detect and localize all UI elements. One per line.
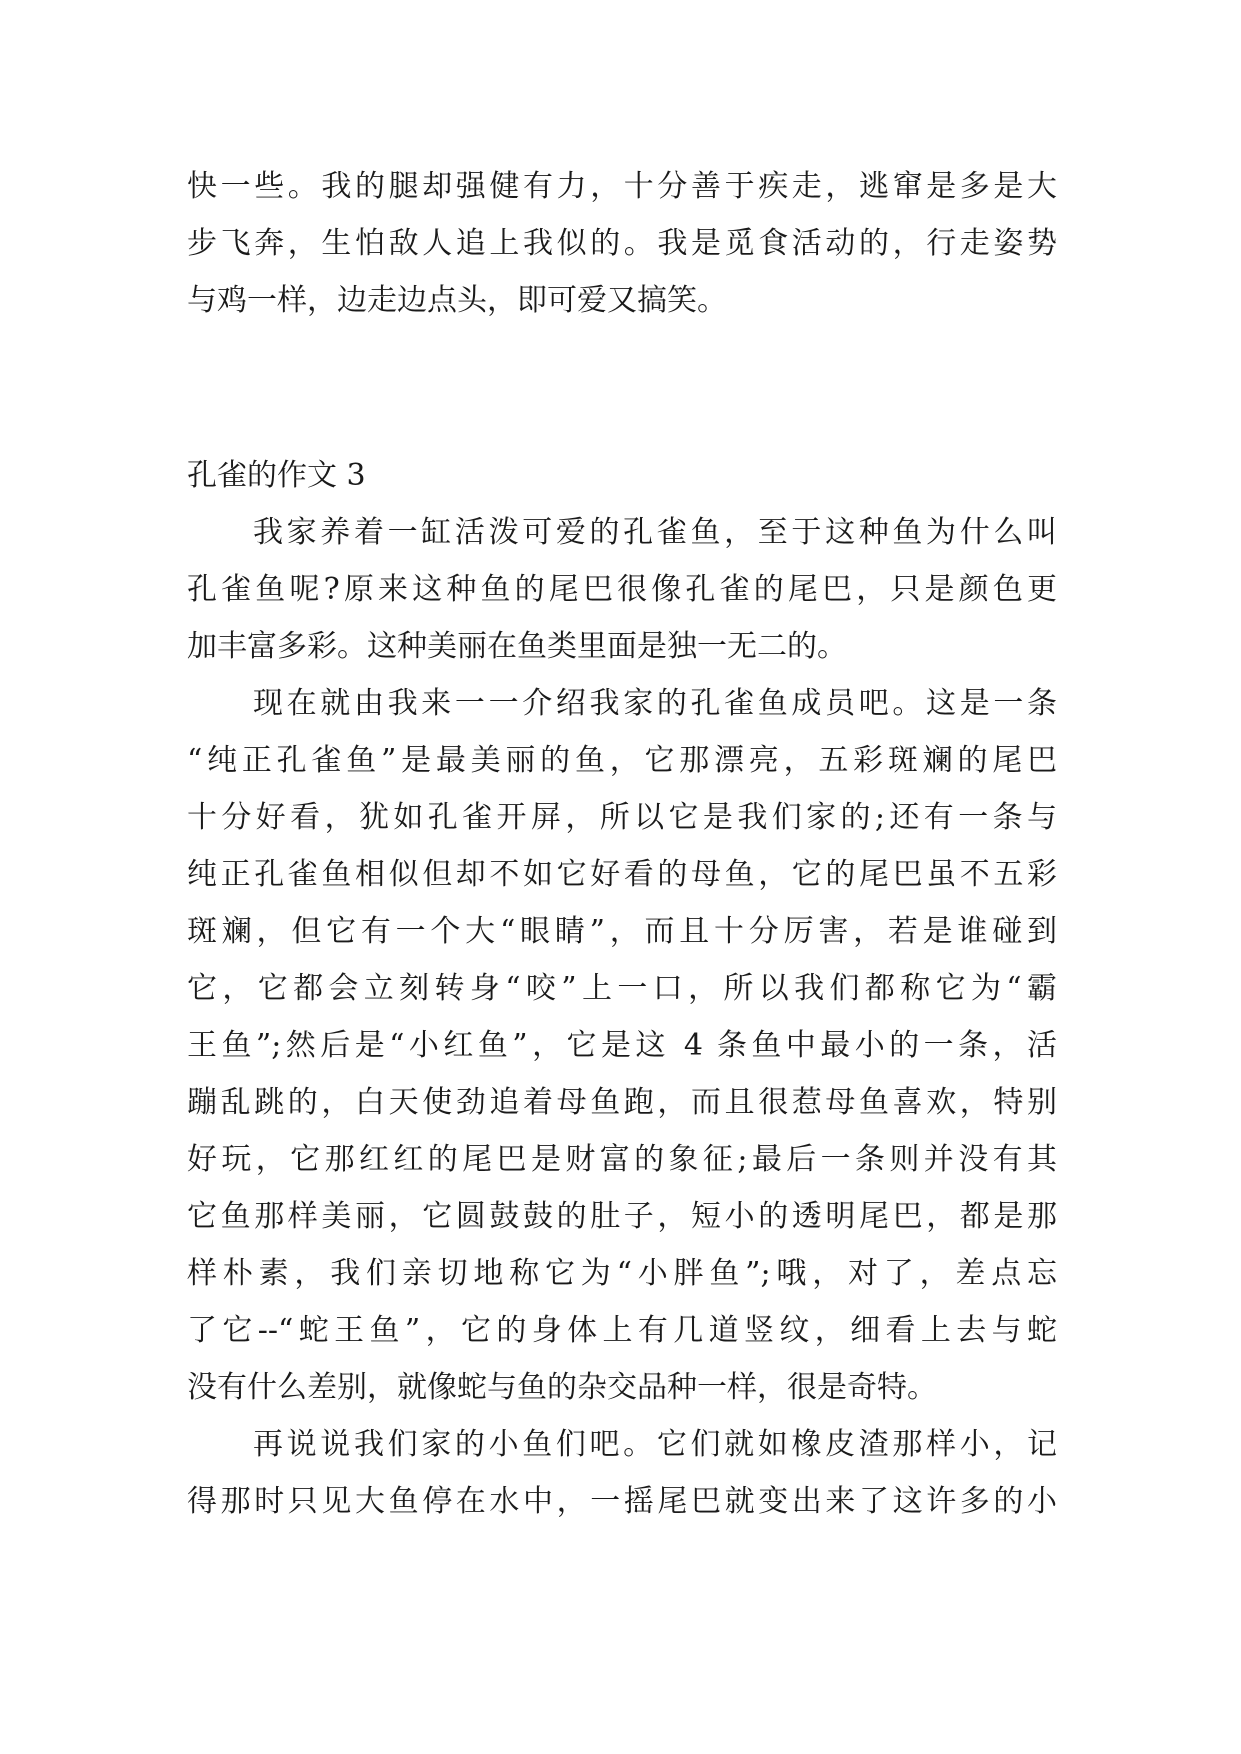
paragraph-3 (187, 1416, 1057, 1530)
text-line: 样朴素，我们亲切地称它为“小胖鱼”;哦，对了，差点忘 (187, 1256, 1057, 1291)
text-line: 斑斓，但它有一个大“眼睛”，而且十分厉害，若是谁碰到 (187, 914, 1057, 949)
text-line: 蹦乱跳的，白天使劲追着母鱼跑，而且很惹母鱼喜欢，特别 (187, 1085, 1057, 1120)
text-line: 没有什么差别，就像蛇与鱼的杂交品种一样，很是奇特。 (187, 1370, 937, 1405)
text-line: 好玩，它那红红的尾巴是财富的象征;最后一条则并没有其 (187, 1142, 1057, 1177)
text-line: 步飞奔，生怕敌人追上我似的。我是觅食活动的，行走姿势 (187, 226, 1057, 261)
text-line: 快一些。我的腿却强健有力，十分善于疾走，逃窜是多是大 (187, 169, 1057, 204)
text-line: 加丰富多彩。这种美丽在鱼类里面是独一无二的。 (187, 629, 847, 664)
text-line: “纯正孔雀鱼”是最美丽的鱼，它那漂亮，五彩斑斓的尾巴 (187, 743, 1057, 778)
text-line: 与鸡一样，边走边点头，即可爱又搞笑。 (187, 283, 727, 318)
text-line: 现在就由我来一一介绍我家的孔雀鱼成员吧。这是一条 (253, 686, 1057, 721)
text-line: 孔雀鱼呢?原来这种鱼的尾巴很像孔雀的尾巴，只是颜色更 (187, 572, 1057, 607)
text-line: 我家养着一缸活泼可爱的孔雀鱼，至于这种鱼为什么叫 (253, 515, 1057, 550)
text-line: 纯正孔雀鱼相似但却不如它好看的母鱼，它的尾巴虽不五彩 (187, 857, 1057, 892)
paragraph-2 (187, 675, 1057, 1416)
section-heading: 孔雀的作文 3 (187, 458, 366, 493)
paragraph-1 (187, 504, 1057, 675)
text-line: 再说说我们家的小鱼们吧。它们就如橡皮渣那样小，记 (253, 1427, 1057, 1462)
continued-paragraph (187, 158, 1057, 329)
text-line: 了它--“蛇王鱼”，它的身体上有几道竖纹，细看上去与蛇 (187, 1313, 1057, 1348)
text-line: 王鱼”;然后是“小红鱼”，它是这 4 条鱼中最小的一条，活 (187, 1028, 1057, 1063)
text-line: 它，它都会立刻转身“咬”上一口，所以我们都称它为“霸 (187, 971, 1057, 1006)
text-line: 十分好看，犹如孔雀开屏，所以它是我们家的;还有一条与 (187, 800, 1057, 835)
text-line: 它鱼那样美丽，它圆鼓鼓的肚子，短小的透明尾巴，都是那 (187, 1199, 1057, 1234)
text-line: 得那时只见大鱼停在水中，一摇尾巴就变出来了这许多的小 (187, 1484, 1057, 1519)
